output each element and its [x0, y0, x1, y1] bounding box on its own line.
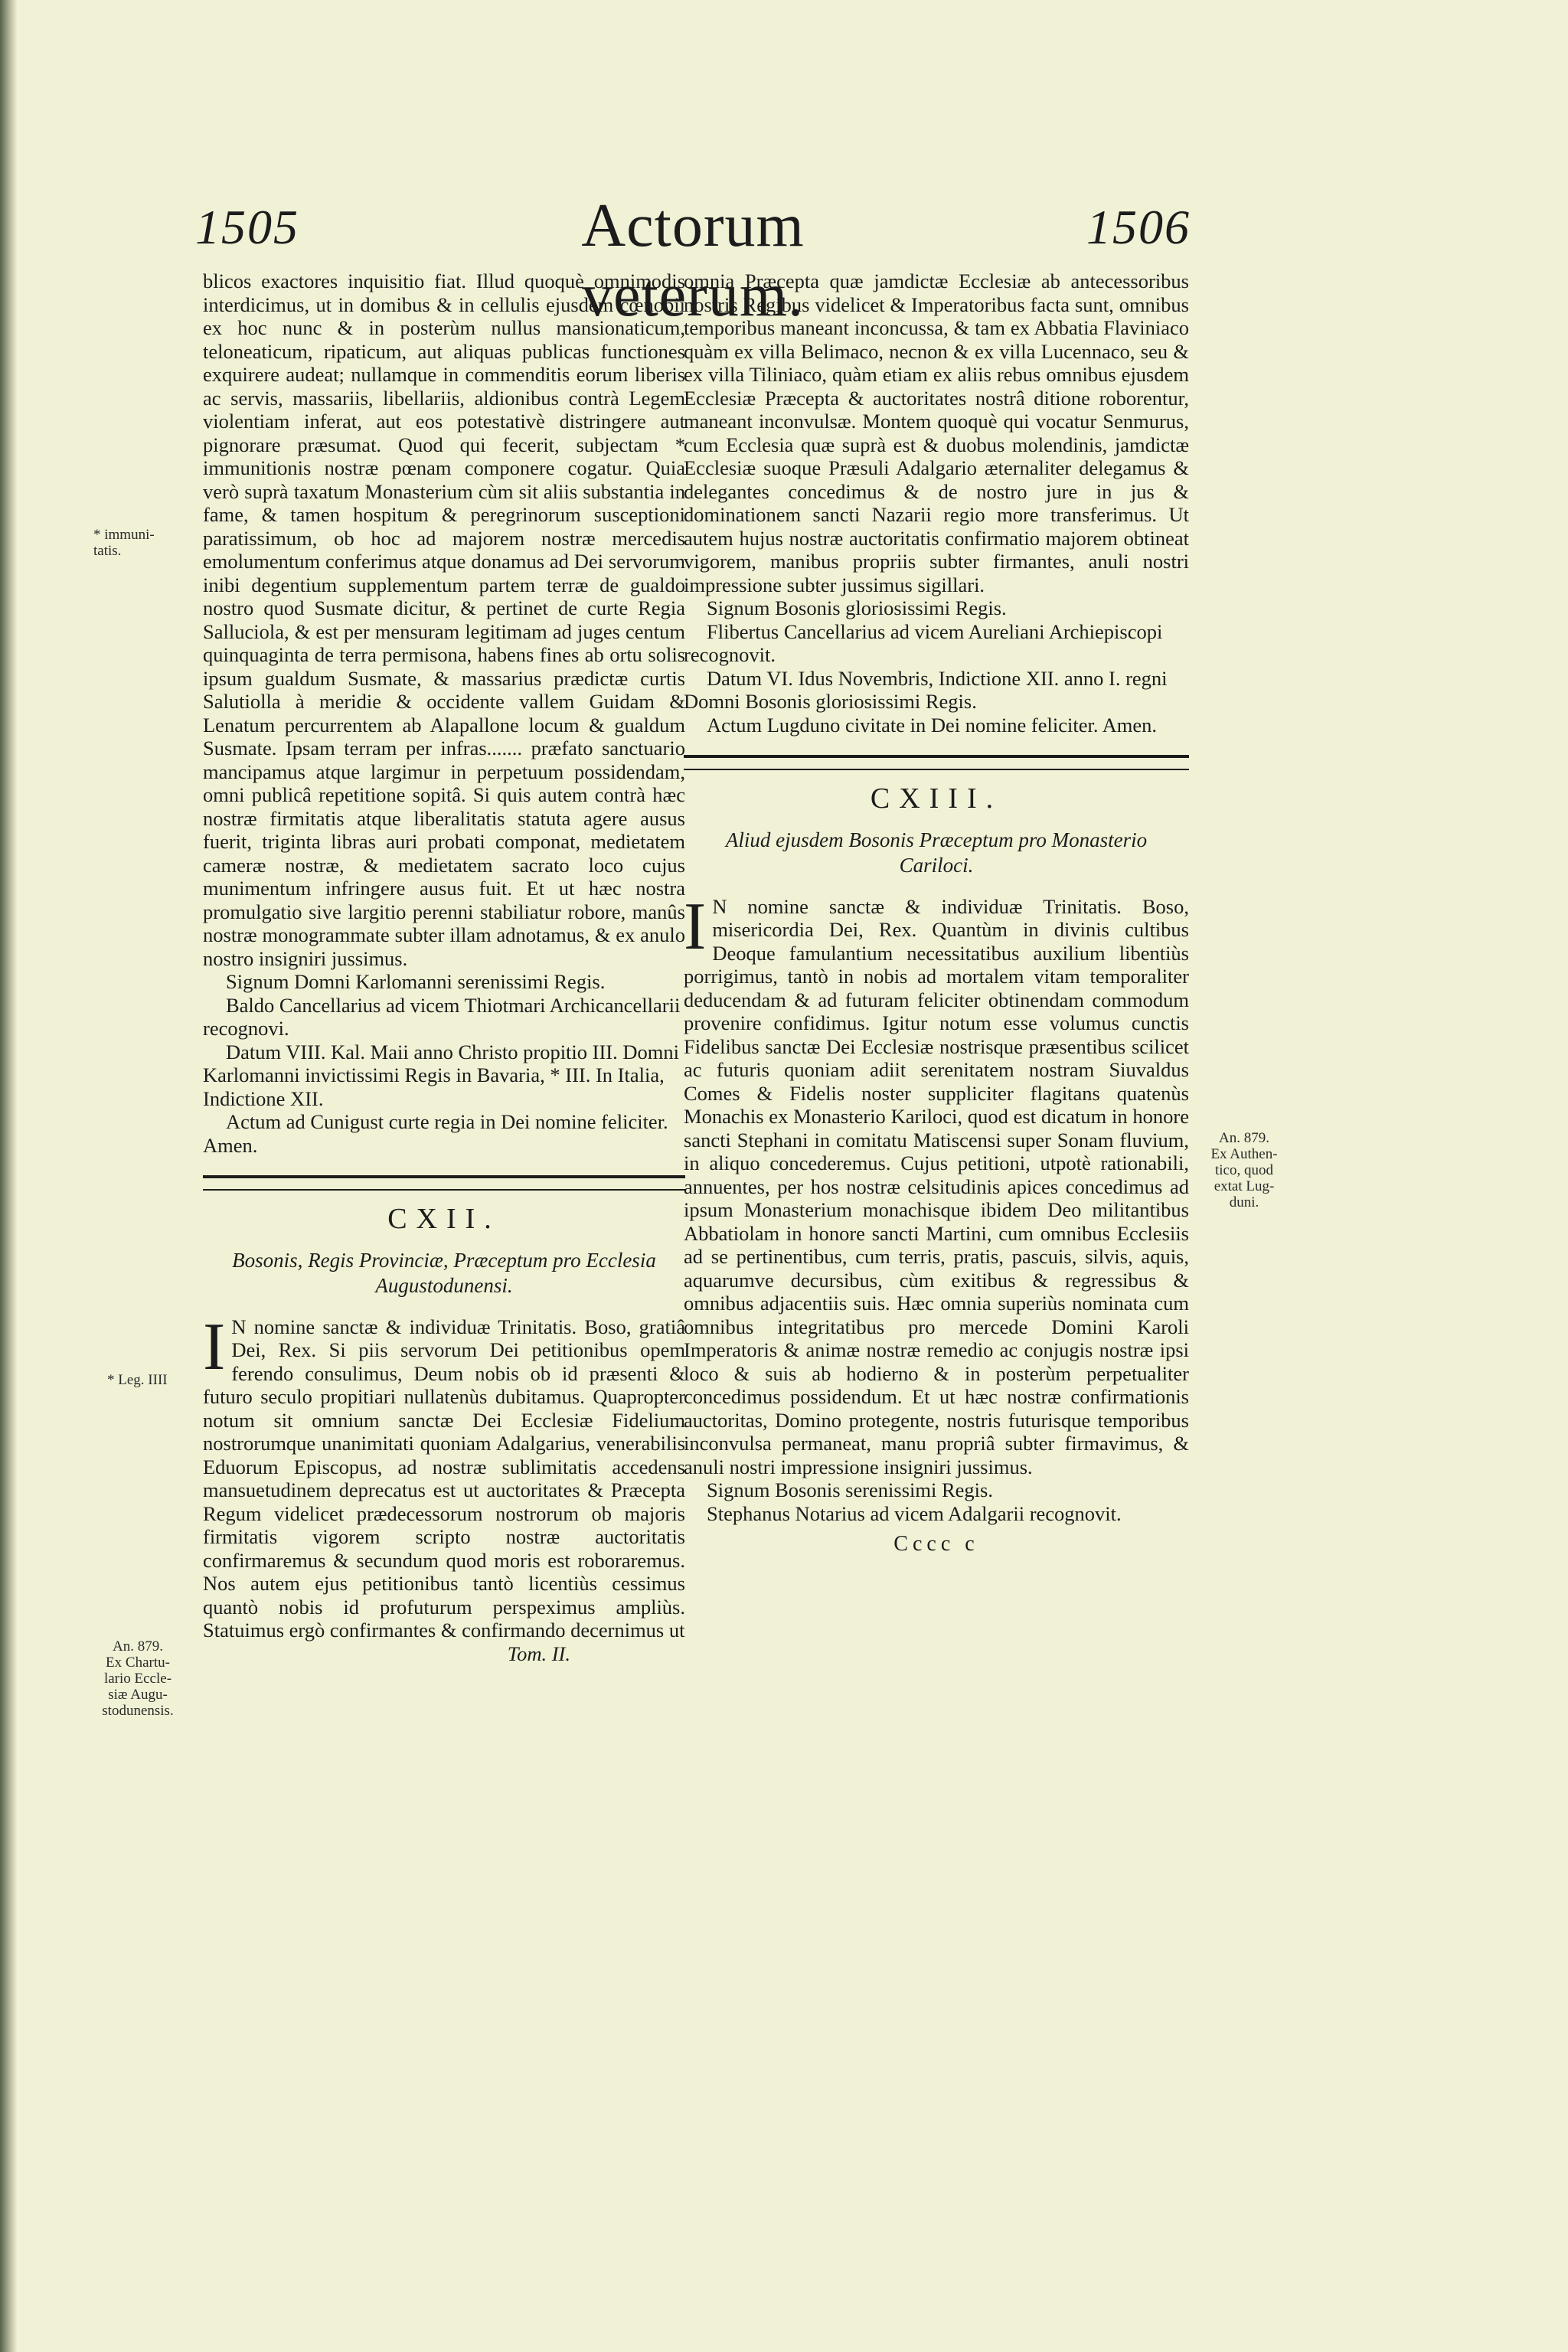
place-line: Actum Lugduno civitate in Dei nomine feliciter. Amen.: [707, 713, 1158, 737]
right-paragraph-1: omnia Præcepta quæ jamdictæ Ecclesiæ ab antecessoribus nostris Regibus videlicet & Imperatoribus facta sunt, omnibus temporibus maneant inconcussa, & tam ex Abbatia Flaviniaco quàm ex villa Belimaco, necnon & ex villa Lucennaco, seu & ex villa Tiliniaco, quàm etiam ex aliis rebus omnibus ejusdem Ecclesiæ Præcepta & auctoritates nostrâ ditione roborentur, maneant inconvulsæ. Montem quoquè qui vocatur Senmurus, cum Ecclesia quæ suprà est & duobus molendinis, jamdictæ Ecclesiæ suoque Præsuli Adalgario æternaliter delegamus & delegantes concedimus & de nostro jure in jus & dominationem sancti Nazarii regio more transferimus. Ut autem hujus nostræ auctoritatis confirmatio majorem obtineat vigorem, manibus propriis subter firmantes, anuli nostri impressione subter jussimus sigillari.: [684, 270, 1189, 596]
document-title: Aliud ejusdem Bosonis Præceptum pro Monasterio Cariloci.: [725, 828, 1148, 877]
page-header: [195, 191, 1191, 329]
left-paragraph-1: blicos exactores inquisitio fiat. Illud quoquè omnimodis interdicimus, ut in domibus & in cellulis ejusdem cœnobii ex hoc nunc & in posterùm nullus mansionaticum, teloneaticum, ripaticum, aut aliquas publicas functiones exquirere audeat; nullamque in commenditis eorum liberis ac servis, massariis, libellariis, aldionibus contrà Legem violentiam inferat, aut eos potestativè distringere aut pignorare præsumat. Quod qui fecerit, subjectam * immunitionis nostræ pœnam componere cogatur. Quia verò suprà taxatum Monasterium cùm sit aliis substantia in fame, & tamen hospitum & peregrinorum susceptioni paratissimum, ob hoc ad majorem nostræ mercedis emolumentum conferimus atque donamus ad Dei servorum inibi degentium supplementum partem terræ de gualdo nostro quod Susmate dicitur, & pertinet de curte Regia Salluciola, & est per mensuram legitimam ad juges centum quinquaginta de terra permisona, habens fines ab ortu solis ipsum gualdum Susmate, & massarius prædictæ curtis Salutiolla à meridie & occidente vallem Guidam & Lenatum percurrentem ab Alapallone locum & gualdum Susmate. Ipsam terram per infras....... præfato sanctuario mancipamus atque largimur in perpetuum possidendam, omni publicâ repetitione sopitâ. Si quis autem contrà hæc nostræ firmitatis atque liberalitatis statuta agere ausus fuerit, triginta libras auri probati componat, medietatem cameræ nostræ, & medietatem sacrato loco cujus munimentum infringere ausus fuit. Et ut hæc nostra promulgatio sive largitio perenni stabiliatur robore, manûs nostræ monogrammate subter illam adnotamus, & ex anulo nostro insigniri jussimus.: [203, 270, 685, 970]
chancellor-line: Baldo Cancellarius ad vicem Thiotmari Archicancellarii recognovi.: [203, 993, 681, 1040]
document-number: CXIII.: [870, 782, 1003, 815]
section-rule: [203, 1175, 685, 1191]
drop-cap: I: [684, 889, 707, 964]
margin-note-immunitatis: * immuni- tatis.: [93, 527, 155, 559]
place-line: Actum ad Cunigust curte regia in Dei nomine feliciter. Amen.: [203, 1110, 668, 1157]
margin-note-source-right: An. 879. Ex Authen- tico, quod extat Lug- duni.: [1210, 1130, 1278, 1210]
date-line: Datum VI. Idus Novembris, Indictione XII. anno I. regni Domni Bosonis gloriosissimi Regis.: [684, 666, 1168, 713]
signature-line: Signum Domni Karlomanni serenissimi Regis.: [226, 970, 606, 993]
folio-right: 1506: [1086, 200, 1191, 254]
drop-cap: I: [203, 1309, 226, 1384]
running-title: Actorum veterum.: [581, 192, 805, 329]
notary-line: Stephanus Notarius ad vicem Adalgarii recognovit.: [707, 1501, 1122, 1525]
printer-signature-mark: Cccc c: [893, 1532, 979, 1556]
left-column: [203, 270, 685, 1665]
right-paragraph-2: N nomine sanctæ & individuæ Trinitatis. Boso, misericordia Dei, Rex. Quantùm in divinis cultibus Deoque famulantium necessitatibus auxilium libentiùs porrigimus, tantò in nobis ad mortalem vitam temporaliter deducendam & ad futuram feliciter obtinendam commodum provenire confidimus. Igitur notum esse volumus cunctis Fidelibus sanctæ Dei Ecclesiæ nostrisque præsentibus scilicet ac futuris quoniam adiit serenitatem nostram Siuvaldus Comes & Fidelis noster suppliciter flagitans quatenùs Monachis ex Monasterio Kariloci, quod est dicatum in honore sancti Stephani in comitatu Matiscensi super Sonam fluvium, in aliquo concederemus. Cujus petitioni, utpotè rationabili, annuentes, per hos nostræ celsitudinis apices concedimus ad ipsum Monasterium monachisque ibidem Deo militantibus Abbatiolam in honore sancti Martini, cum omnibus Ecclesiis ad se pertinentibus, cum terris, pratis, pascuis, silvis, aquis, aquarumve decursibus, cùm exitibus & regressibus & omnibus adjacentiis suis. Hæc omnia superiùs nominata cum omnibus integritatibus pro mercede Domini Karoli Imperatoris & animæ nostræ remedio ac conjugis nostræ ipsi loco & suis ab hodierno & in posterùm perpetualiter concedimus possidendum. Et ut hæc nostræ confirmationis auctoritas, Domino protegente, nostris futurisque temporibus inconvulsa permaneat, manu propriâ subter firmavimus, & anuli nostri impressione insigniri jussimus.: [684, 894, 1189, 1478]
section-rule: [684, 755, 1189, 770]
right-column: [684, 270, 1189, 1557]
date-line: Datum VIII. Kal. Maii anno Christo propitio III. Domni Karlomanni invictissimi Regis in Bavaria, * III. In Italia, Indictione XII.: [203, 1040, 679, 1110]
margin-note-leg: * Leg. IIII: [107, 1372, 168, 1388]
catchword: Tom. II.: [507, 1642, 570, 1665]
signature-line: Signum Bosonis gloriosissimi Regis.: [707, 596, 1007, 619]
signature-line: Signum Bosonis serenissimi Regis.: [707, 1478, 993, 1501]
document-title: Bosonis, Regis Provinciæ, Præceptum pro Ecclesia Augustodunensi.: [232, 1248, 656, 1297]
chancellor-line: Flibertus Cancellarius ad vicem Aureliani Archiepiscopi recognovit.: [684, 619, 1163, 666]
folio-left: 1505: [195, 200, 299, 254]
margin-note-source-left: An. 879. Ex Chartu- lario Eccle- siæ Augu- stodunensis.: [102, 1638, 174, 1719]
left-paragraph-2: N nomine sanctæ & individuæ Trinitatis. Boso, gratiâ Dei, Rex. Si piis servorum Dei petitionibus opem ferendo consulimus, Deum nobis ob id præsenti & futuro seculo propitiari nullatenùs dubitamus. Quapropter notum sit omnium sanctæ Dei Ecclesiæ Fidelium nostrorumque unanimitati quoniam Adalgarius, venerabilis Eduorum Episcopus, ad nostræ sublimitatis accedens mansuetudinem deprecatus est ut auctoritates & Præcepta Regum videlicet prædecessorum nostrorum ob majoris firmitatis vigorem scripto nostræ auctoritatis confirmaremus & secundum quod moris est roboraremus. Nos autem ejus petitionibus tantò licentiùs cessimus quantò nobis id profuturum perspeximus ampliùs. Statuimus ergò confirmantes & confirmando decernimus ut: [203, 1315, 685, 1642]
page-edge: [0, 0, 17, 2352]
document-number: CXII.: [387, 1203, 501, 1235]
